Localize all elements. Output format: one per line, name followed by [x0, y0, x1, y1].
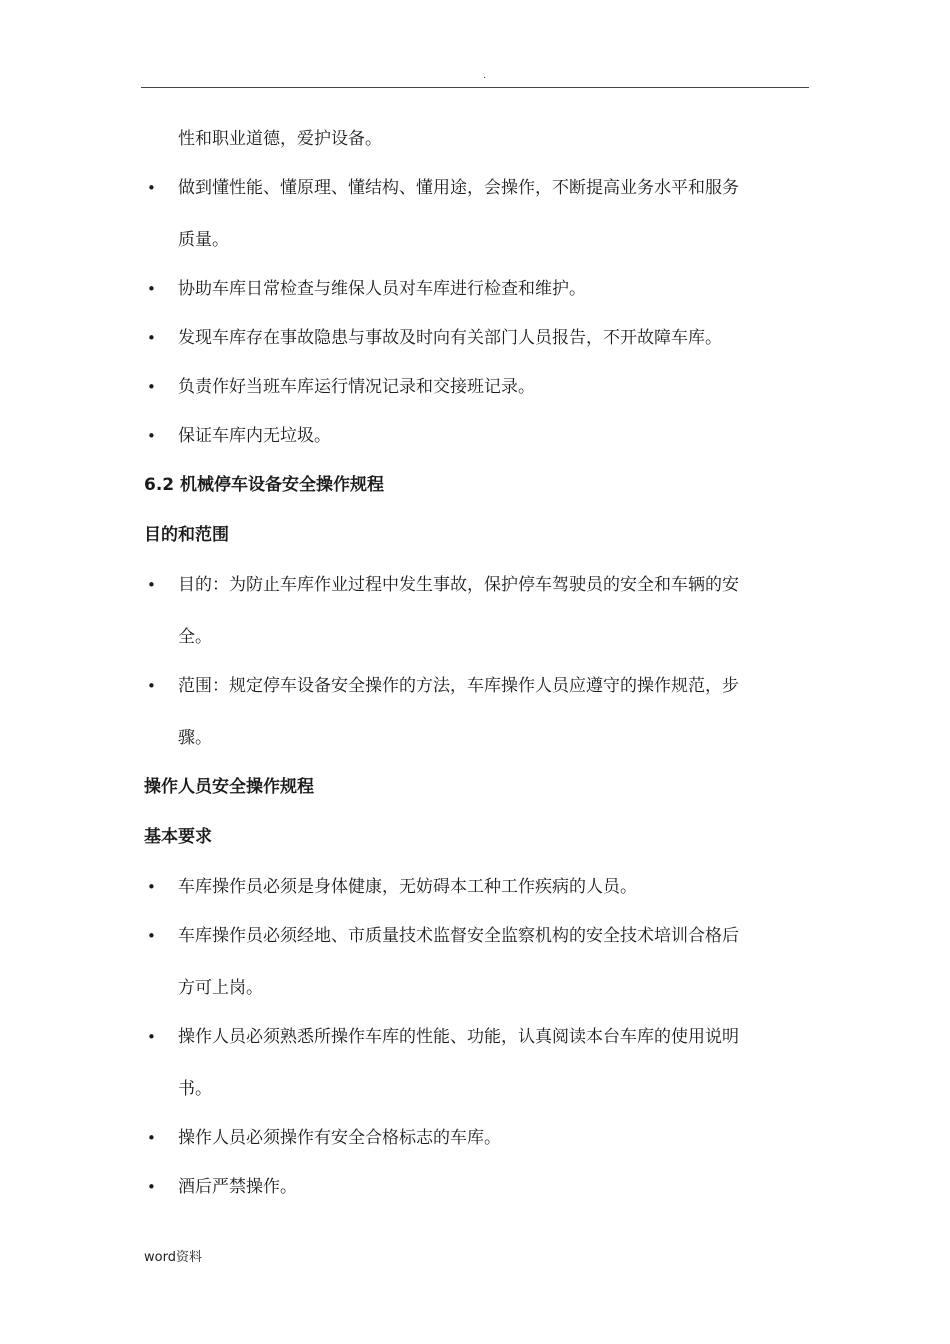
footer-label: word资料: [144, 1250, 202, 1265]
section-heading: 基本要求: [144, 827, 212, 847]
bullet-icon: •: [147, 1129, 156, 1147]
bullet-item-line: 操作人员必须熟悉所操作车库的性能、功能，认真阅读本台车库的使用说明: [178, 1027, 739, 1047]
bullet-item-line: 协助车库日常检查与维保人员对车库进行检查和维护。: [178, 279, 586, 299]
bullet-icon: •: [147, 878, 156, 896]
bullet-icon: •: [147, 1028, 156, 1046]
bullet-item-line: 范围：规定停车设备安全操作的方法，车库操作人员应遵守的操作规范，步: [178, 676, 739, 696]
bullet-icon: •: [147, 1178, 156, 1196]
section-heading: 操作人员安全操作规程: [144, 777, 314, 797]
bullet-item-line: 目的：为防止车库作业过程中发生事故，保护停车驾驶员的安全和车辆的安: [178, 575, 739, 595]
bullet-item-line: 保证车库内无垃圾。: [178, 426, 331, 446]
bullet-item-line: 做到懂性能、懂原理、懂结构、懂用途，会操作，不断提高业务水平和服务: [178, 178, 739, 198]
bullet-item-line: 操作人员必须操作有安全合格标志的车库。: [178, 1128, 501, 1148]
section-heading: 6.2 机械停车设备安全操作规程: [144, 475, 385, 495]
header-mark: .: [483, 70, 487, 81]
bullet-item-line: 发现车库存在事故隐患与事故及时向有关部门人员报告，不开故障车库。: [178, 328, 722, 348]
bullet-item-line: 酒后严禁操作。: [178, 1177, 297, 1197]
section-heading: 目的和范围: [144, 525, 229, 545]
bullet-item-line: 方可上岗。: [178, 978, 263, 998]
bullet-icon: •: [147, 329, 156, 347]
bullet-icon: •: [147, 378, 156, 396]
bullet-icon: •: [147, 280, 156, 298]
bullet-item-line: 骤。: [178, 728, 212, 748]
bullet-item-line: 质量。: [178, 230, 229, 250]
paragraph-line: 性和职业道德，爱护设备。: [178, 129, 382, 149]
bullet-item-line: 全。: [178, 627, 212, 647]
bullet-item-line: 车库操作员必须经地、市质量技术监督安全监察机构的安全技术培训合格后: [178, 926, 739, 946]
bullet-icon: •: [147, 677, 156, 695]
bullet-item-line: 负责作好当班车库运行情况记录和交接班记录。: [178, 377, 535, 397]
header-rule: [141, 87, 809, 88]
bullet-icon: •: [147, 427, 156, 445]
bullet-icon: •: [147, 179, 156, 197]
bullet-item-line: 车库操作员必须是身体健康，无妨碍本工种工作疾病的人员。: [178, 877, 637, 897]
bullet-icon: •: [147, 576, 156, 594]
bullet-item-line: 书。: [178, 1079, 212, 1099]
bullet-icon: •: [147, 927, 156, 945]
